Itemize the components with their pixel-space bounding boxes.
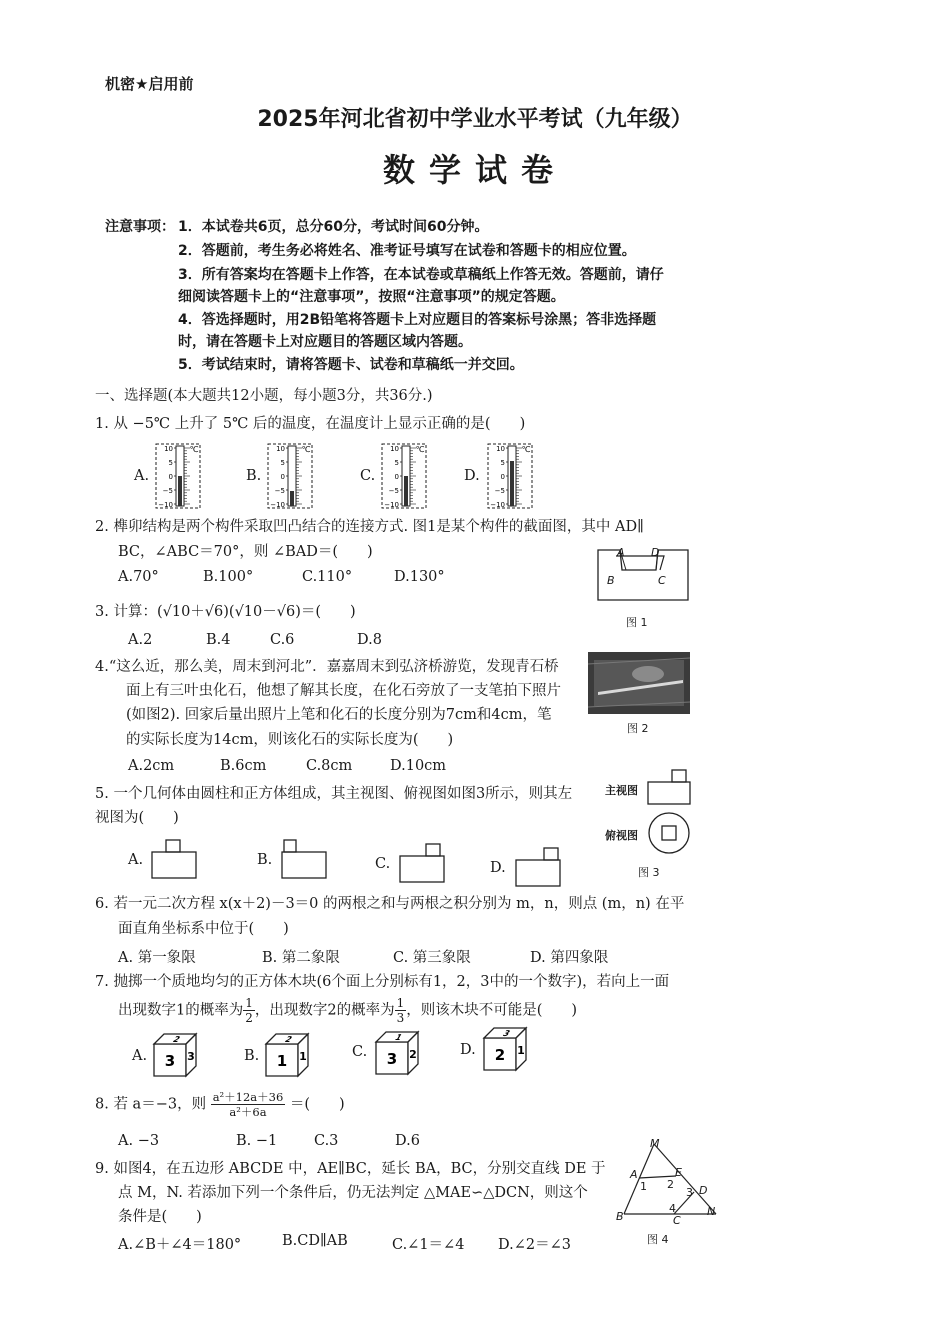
- q4-option-b: B.6cm: [220, 758, 267, 774]
- box: [516, 860, 560, 886]
- cap: [544, 848, 558, 860]
- top-view-square: [662, 826, 676, 840]
- q8-denominator: a²＋6a: [229, 1105, 267, 1119]
- unit-label: ℃: [301, 445, 311, 454]
- fig4-angle-1: 1: [640, 1180, 647, 1193]
- scale-label: 5: [500, 459, 505, 467]
- scale-label: 5: [168, 459, 173, 467]
- q2-option-a: A.70°: [118, 569, 159, 585]
- q8-fraction: [211, 1090, 286, 1119]
- cube-d: [480, 1024, 532, 1074]
- q7-f1-num: 1: [245, 996, 253, 1010]
- scale-label: 0: [394, 473, 399, 481]
- note-item: 细阅读答题卡上的“注意事项”，按照“注意事项”的规定答题。: [178, 289, 565, 305]
- scale-label: 10: [496, 445, 505, 453]
- fig4-label-a: A: [630, 1168, 638, 1181]
- scale-label: −10: [270, 501, 285, 509]
- scale-label: −5: [494, 487, 505, 495]
- cube-front-number: 3: [386, 1050, 398, 1068]
- front-view-cylinder: [672, 770, 686, 782]
- question-8: [95, 1090, 345, 1119]
- box: [282, 852, 326, 878]
- q7-text-c: ，则该木块不可能是( ): [406, 1002, 578, 1019]
- q5-b-figure: [278, 838, 330, 882]
- scale-label: −5: [274, 487, 285, 495]
- box: [400, 856, 444, 882]
- fig4-angle-2: 2: [667, 1178, 674, 1191]
- scale-label: 10: [164, 445, 173, 453]
- line-mb: [624, 1144, 654, 1214]
- q7-fraction-1: [243, 996, 255, 1025]
- question-4-line: (如图2). 回家后量出照片上笔和化石的长度分别为7cm和4cm，笔: [126, 707, 552, 723]
- scale-label: −5: [388, 487, 399, 495]
- q8-option-a: A. −3: [118, 1133, 160, 1149]
- cube-a: [150, 1030, 202, 1080]
- note-item: 时，请在答题卡上对应题目的答题区域内答题。: [178, 334, 472, 350]
- q8-text-b: ＝( ): [289, 1096, 345, 1113]
- q9-option-a: A.∠B＋∠4＝180°: [118, 1237, 242, 1253]
- unit-label: ℃: [189, 445, 199, 454]
- thermometer-liquid: [290, 491, 294, 506]
- question-7-line2: [118, 996, 577, 1025]
- question-4-line: 面上有三叶虫化石，他想了解其长度，在化石旁放了一支笔拍下照片: [126, 683, 561, 699]
- fig4-label-m: M: [650, 1137, 660, 1150]
- q8-option-b: B. −1: [236, 1133, 278, 1149]
- cube-top-number: 2: [282, 1035, 294, 1045]
- question-5-line: 视图为( ): [95, 810, 179, 826]
- q8-numerator: a²＋12a＋36: [212, 1090, 284, 1104]
- q7-option-a: A.: [132, 1048, 148, 1064]
- question-9-line: 9. 如图4，在五边形 ABCDE 中，AE∥BC，延长 BA，BC，分别交直线 DE 于: [95, 1161, 606, 1177]
- fig4-label-c: C: [673, 1214, 681, 1227]
- q5-a-figure: [148, 838, 200, 882]
- question-4-line: 的实际长度为14cm，则该化石的实际长度为( ): [126, 732, 454, 748]
- fig4-label-b: B: [616, 1210, 624, 1223]
- question-9-line: 点 M，N. 若添加下列一个条件后，仍无法判定 △MAE∽△DCN，则这个: [118, 1185, 588, 1201]
- q1-option-c: C.: [360, 468, 376, 484]
- q5-option-c: C.: [375, 856, 391, 872]
- fig4-angle-4: 4: [669, 1202, 676, 1215]
- q8-text-a: 8. 若 a＝−3，则: [95, 1096, 207, 1113]
- cube-side-number: 2: [409, 1048, 417, 1061]
- q4-option-a: A.2cm: [128, 758, 175, 774]
- cube-front-number: 2: [494, 1046, 506, 1064]
- scale-label: 5: [280, 459, 285, 467]
- q7-text-a: 出现数字1的概率为: [118, 1002, 244, 1019]
- cube-front-number: 3: [164, 1052, 176, 1070]
- q3-option-d: D.8: [357, 632, 382, 648]
- scale-label: 5: [394, 459, 399, 467]
- q2-option-b: B.100°: [203, 569, 254, 585]
- cube-top-number: 2: [170, 1035, 182, 1045]
- q1-option-d: D.: [464, 468, 480, 484]
- cube-front-number: 1: [276, 1052, 288, 1070]
- scale-label: 10: [390, 445, 399, 453]
- q3-option-c: C.6: [270, 632, 295, 648]
- cube-top-number: 1: [392, 1033, 404, 1043]
- q9-option-c: C.∠1＝∠4: [392, 1237, 465, 1253]
- scale-label: −10: [158, 501, 173, 509]
- notes-label: 注意事项：: [105, 219, 175, 235]
- line-mn: [654, 1144, 716, 1214]
- q9-option-b: B.CD∥AB: [282, 1233, 348, 1249]
- thermometer-liquid: [404, 476, 408, 506]
- cube-top-number: 3: [500, 1029, 512, 1039]
- thermometer-d: [486, 442, 534, 510]
- cap: [166, 840, 180, 852]
- q8-option-c: C.3: [314, 1133, 339, 1149]
- q6-option-c: C. 第三象限: [393, 950, 471, 966]
- q7-fraction-2: [395, 996, 407, 1025]
- question-3: 3. 计算：(√10＋√6)(√10－√6)＝( ): [95, 604, 356, 620]
- note-item: 2．答题前，考生务必将姓名、准考证号填写在试卷和答题卡的相应位置。: [178, 243, 636, 259]
- q2-option-c: C.110°: [302, 569, 353, 585]
- question-6-line: 面直角坐标系中位于( ): [118, 921, 289, 937]
- thermometer-b: [266, 442, 314, 510]
- q6-option-b: B. 第二象限: [262, 950, 340, 966]
- fig2-caption: 图 2: [627, 722, 649, 735]
- fig1-label-c: C: [658, 574, 666, 587]
- front-view-cube: [648, 782, 690, 804]
- fig4-label-n: N: [707, 1205, 716, 1218]
- q7-f2-num: 1: [396, 996, 405, 1010]
- section-heading: 一、选择题(本大题共12小题，每小题3分，共36分.): [95, 388, 433, 404]
- note-item: 1．本试卷共6页，总分60分，考试时间60分钟。: [178, 219, 489, 235]
- cube-c: [372, 1028, 424, 1078]
- fig3-front-label: 主视图: [605, 784, 638, 797]
- thermometer-liquid: [510, 461, 514, 506]
- q5-option-a: A.: [128, 852, 144, 868]
- q1-option-a: A.: [134, 468, 150, 484]
- fig1-caption: 图 1: [626, 616, 648, 629]
- question-2-line1: 2. 榫卯结构是两个构件采取凹凸结合的连接方式. 图1是某个构件的截面图，其中 AD∥: [95, 519, 644, 535]
- scale-label: −5: [162, 487, 173, 495]
- cube-b: [262, 1030, 314, 1080]
- q7-option-c: C.: [352, 1044, 368, 1060]
- unit-label: ℃: [521, 445, 531, 454]
- unit-label: ℃: [415, 445, 425, 454]
- fig4-angle-3: 3: [686, 1186, 693, 1199]
- cap: [426, 844, 440, 856]
- fig3-top-label: 俯视图: [605, 829, 638, 842]
- question-5-line: 5. 一个几何体由圆柱和正方体组成，其主视图、俯视图如图3所示，则其左: [95, 786, 573, 802]
- thermometer-c: [380, 442, 428, 510]
- question-6-line: 6. 若一元二次方程 x(x＋2)－3＝0 的两根之和与两根之积分别为 m，n，则点 (m，n) 在平: [95, 896, 685, 912]
- box: [152, 852, 196, 878]
- scale-label: 10: [276, 445, 285, 453]
- fig4-label-d: D: [699, 1184, 708, 1197]
- thermometer-a: [154, 442, 202, 510]
- question-7-line1: 7. 抛掷一个质地均匀的正方体木块(6个面上分别标有1，2，3中的一个数字)，若向上一面: [95, 974, 670, 990]
- q6-option-d: D. 第四象限: [530, 950, 609, 966]
- fig1-label-d: D: [651, 546, 660, 559]
- fig1-label-b: B: [607, 574, 615, 587]
- thermometer-liquid: [178, 476, 182, 506]
- scale-label: 0: [168, 473, 173, 481]
- q3-option-b: B.4: [206, 632, 231, 648]
- q5-c-figure: [396, 842, 448, 886]
- q5-d-figure: [512, 846, 564, 890]
- fig4-label-e: E: [675, 1166, 682, 1179]
- q7-option-d: D.: [460, 1042, 476, 1058]
- note-item: 5．考试结束时，请将答题卡、试卷和草稿纸一并交回。: [178, 357, 524, 373]
- question-2-line2: BC，∠ABC＝70°，则 ∠BAD＝( ): [118, 544, 373, 560]
- scale-label: 0: [280, 473, 285, 481]
- q5-option-d: D.: [490, 860, 506, 876]
- figure-3-views: [645, 768, 695, 860]
- confidential-label: 机密★启用前: [105, 75, 194, 93]
- q4-option-c: C.8cm: [306, 758, 353, 774]
- fig3-caption: 图 3: [638, 866, 660, 879]
- q1-option-b: B.: [246, 468, 262, 484]
- q4-option-d: D.10cm: [390, 758, 447, 774]
- figure-2-photo: [588, 652, 690, 714]
- q9-option-d: D.∠2＝∠3: [498, 1237, 571, 1253]
- question-1: 1. 从 −5℃ 上升了 5℃ 后的温度，在温度计上显示正确的是( ): [95, 416, 526, 432]
- q7-text-b: ，出现数字2的概率为: [254, 1002, 395, 1019]
- note-item: 3．所有答案均在答题卡上作答，在本试卷或草稿纸上作答无效。答题前，请仔: [178, 267, 664, 283]
- scale-label: −10: [384, 501, 399, 509]
- question-9-line: 条件是( ): [118, 1209, 202, 1225]
- cube-side-number: 1: [517, 1044, 525, 1057]
- cube-side-number: 1: [299, 1050, 307, 1063]
- q7-f1-den: 2: [245, 1011, 253, 1025]
- fig4-caption: 图 4: [647, 1233, 669, 1246]
- note-item: 4．答选择题时，用2B铅笔将答题卡上对应题目的答案标号涂黑；答非选择题: [178, 312, 657, 328]
- q7-f2-den: 3: [396, 1011, 405, 1025]
- q2-option-d: D.130°: [394, 569, 445, 585]
- scale-label: −10: [490, 501, 505, 509]
- question-4-line: 4.“这么近，那么美，周末到河北”．嘉嘉周末到弘济桥游览，发现青石桥: [95, 659, 559, 675]
- cap: [284, 840, 296, 852]
- top-view-circle: [649, 813, 689, 853]
- q8-option-d: D.6: [395, 1133, 420, 1149]
- fig1-label-a: A: [617, 546, 625, 559]
- photo-fossil: [632, 666, 664, 682]
- q6-option-a: A. 第一象限: [118, 950, 196, 966]
- cube-side-number: 3: [187, 1050, 195, 1063]
- exam-title: 2025年河北省初中学业水平考试（九年级）: [257, 107, 693, 132]
- exam-subtitle: 数学试卷: [382, 151, 567, 189]
- q3-option-a: A.2: [128, 632, 153, 648]
- q5-option-b: B.: [257, 852, 273, 868]
- scale-label: 0: [500, 473, 505, 481]
- q7-option-b: B.: [244, 1048, 260, 1064]
